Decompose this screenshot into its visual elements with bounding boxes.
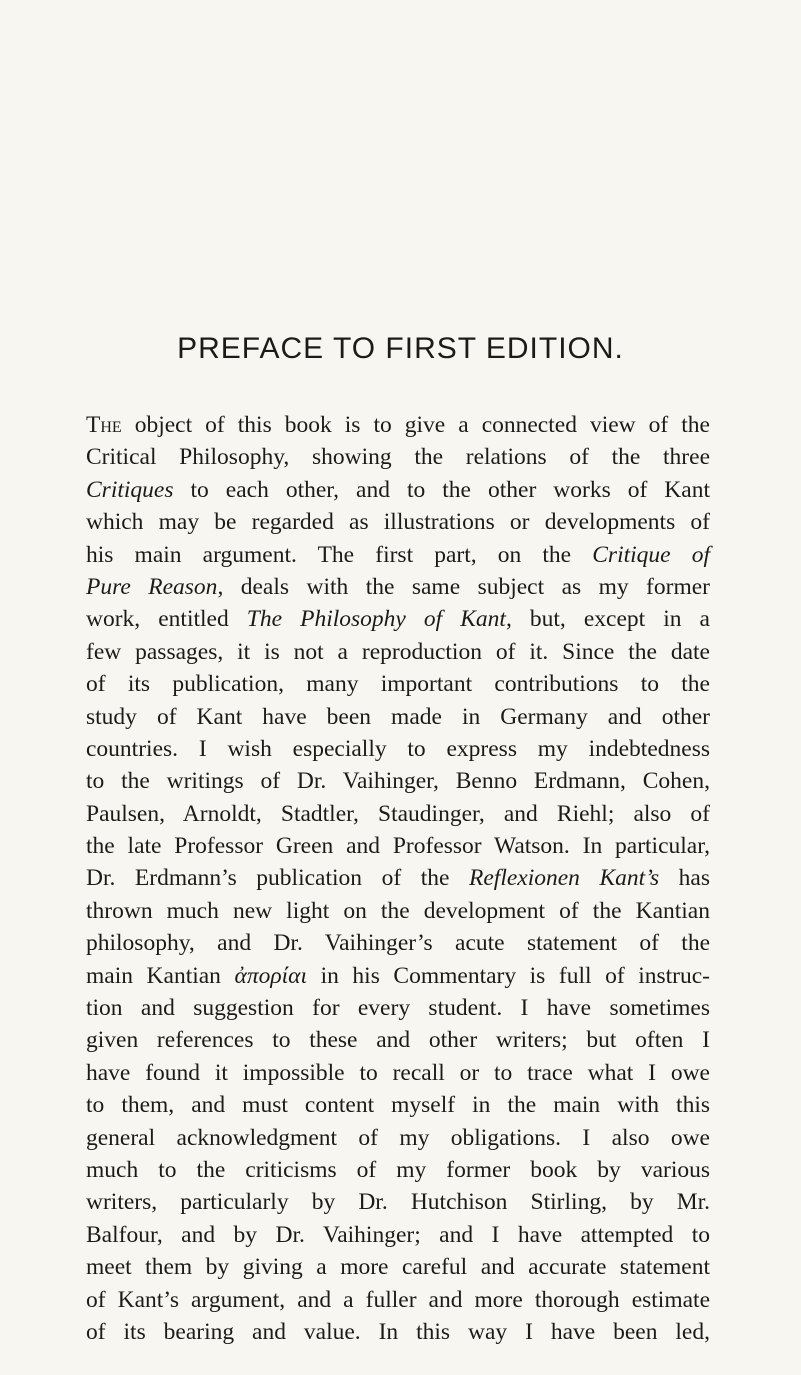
text-span: much to the criticisms of my former book by various xyxy=(86,1156,710,1183)
text-line xyxy=(86,409,710,441)
text-line xyxy=(86,927,710,959)
text-line xyxy=(86,1316,710,1348)
text-span: have found it impossible to recall or to trace what I owe xyxy=(86,1059,710,1086)
text-line xyxy=(86,1122,710,1154)
text-line xyxy=(86,636,710,668)
text-span: writers, particularly by Dr. Hutchison Stirling, by Mr. xyxy=(86,1189,710,1216)
text-line xyxy=(86,474,710,506)
text-span: the late Professor Green and Professor Watson. In particular, xyxy=(86,833,710,860)
text-span: given references to these and other writers; but often I xyxy=(86,1027,710,1054)
text-span: countries. I wish especially to express my indebtedness xyxy=(86,735,710,762)
italic-span: The Philosophy of Kant xyxy=(246,606,506,633)
text-line xyxy=(86,1154,710,1186)
text-line xyxy=(86,1186,710,1218)
text-span: Balfour, and by Dr. Vaihinger; and I have attempted to xyxy=(86,1221,710,1248)
text-line xyxy=(86,603,710,635)
text-line xyxy=(86,830,710,862)
text-line xyxy=(86,960,710,992)
text-line xyxy=(86,506,710,538)
italic-span: Critiques xyxy=(86,476,174,503)
text-span: object of this book is to give a connected view of the xyxy=(121,412,710,438)
text-line xyxy=(86,862,710,894)
text-span: few passages, it is not a reproduction of it. Since the date xyxy=(86,638,710,665)
text-span: study of Kant have been made in Germany and other xyxy=(86,703,710,730)
italic-span: Pure Reason xyxy=(86,573,218,600)
text-span: Critical Philosophy, showing the relations of the three xyxy=(86,444,710,471)
text-span: to the writings of Dr. Vaihinger, Benno Erdmann, Cohen, xyxy=(86,768,710,795)
text-span: Dr. Erdmann’s publication of the xyxy=(86,865,469,892)
text-span: to each other, and to the other works of Kant xyxy=(173,476,710,503)
text-span: of its publication, many important contributions to the xyxy=(86,671,710,698)
text-span: meet them by giving a more careful and accurate statement xyxy=(86,1254,710,1281)
italic-span: ἀπορίαι xyxy=(234,962,308,989)
text-line xyxy=(86,1284,710,1316)
text-span: thrown much new light on the development of the Kantian xyxy=(86,897,710,924)
text-line xyxy=(86,1219,710,1251)
text-span: in his Commentary is full of instruc- xyxy=(307,962,710,989)
text-span: has xyxy=(659,865,711,892)
text-line xyxy=(86,701,710,733)
preface-body xyxy=(86,409,710,1348)
text-span: of Kant’s argument, and a fuller and more thorough estimate xyxy=(86,1286,710,1313)
text-span: , but, except in a xyxy=(505,606,710,633)
text-span: philosophy, and Dr. Vaihinger’s acute statement of the xyxy=(86,930,710,957)
text-span: work, entitled xyxy=(86,606,247,633)
text-span: of its bearing and value. In this way I have been led, xyxy=(86,1318,710,1345)
small-caps-span: The xyxy=(86,412,122,438)
text-line xyxy=(86,1251,710,1283)
page-heading: PREFACE TO FIRST EDITION. xyxy=(177,332,624,365)
text-line xyxy=(86,571,710,603)
text-line xyxy=(86,895,710,927)
text-span: tion and suggestion for every student. I have sometimes xyxy=(86,995,710,1022)
text-line xyxy=(86,733,710,765)
text-span: his main argument. The first part, on the xyxy=(86,541,593,568)
text-span: general acknowledgment of my obligations. I also owe xyxy=(86,1124,710,1151)
text-line xyxy=(86,668,710,700)
text-span: which may be regarded as illustrations or developments of xyxy=(86,509,710,536)
text-line xyxy=(86,441,710,473)
text-line xyxy=(86,539,710,571)
text-span: main Kantian xyxy=(86,962,235,989)
italic-span: Critique of xyxy=(592,541,710,568)
text-line xyxy=(86,992,710,1024)
text-line xyxy=(86,765,710,797)
text-line xyxy=(86,798,710,830)
text-line xyxy=(86,1057,710,1089)
text-line xyxy=(86,1024,710,1056)
text-span: Paulsen, Arnoldt, Stadtler, Staudinger, and Riehl; also of xyxy=(86,800,710,827)
text-line xyxy=(86,1089,710,1121)
text-span: , deals with the same subject as my former xyxy=(217,573,710,600)
text-span: to them, and must content myself in the main with this xyxy=(86,1092,710,1119)
italic-span: Reflexionen Kant’s xyxy=(469,865,660,892)
